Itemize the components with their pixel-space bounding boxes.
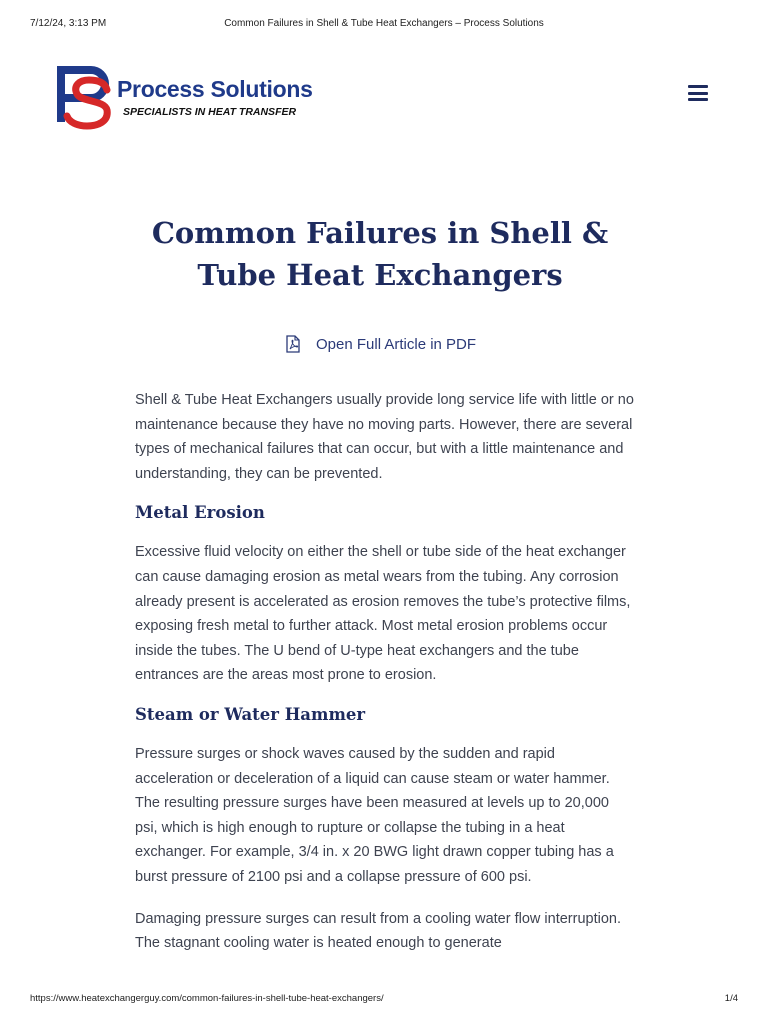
brand-tagline: SPECIALISTS IN HEAT TRANSFER [123, 106, 297, 118]
ps-logo-icon [55, 64, 121, 130]
pdf-file-icon [286, 335, 300, 353]
print-page-title: Common Failures in Shell & Tube Heat Exchangers – Process Solutions [224, 18, 544, 29]
water-hammer-paragraph-1: Pressure surges or shock waves caused by the sudden and rapid acceleration or deceleration of a liquid can cause steam or water hammer. The resulting pressure surges have been measured at levels up to 20,000 psi, which is high enough to rupture or collapse the tubing in a heat exchanger. For example, 3/4 in. x 20 BWG light drawn copper tubing has a burst pressure of 2100 psi and a collapse pressure of 600 psi. [135, 745, 614, 885]
site-logo[interactable] [55, 64, 325, 130]
intro-paragraph: Shell & Tube Heat Exchangers usually provide long service life with little or no maintenance because they have no moving parts. However, there are several types of mechanical failures that can occur, but with a little maintenance and understanding, they can be prevented. [135, 392, 634, 482]
print-header [0, 18, 768, 34]
open-pdf-label: Open Full Article in PDF [316, 335, 477, 353]
page-title: Common Failures in Shell & Tube Heat Exchangers [151, 216, 609, 292]
metal-erosion-paragraph: Excessive fluid velocity on either the shell or tube side of the heat exchanger can cause damaging erosion as metal wears from the tubing. Any corrosion already present is accelerated as erosion removes the tube’s protective films, exposing fresh metal to further attack. Most metal erosion problems occur inside the tubes. The U bend of U-type heat exchangers and the tube entrances are the areas most prone to erosion. [135, 544, 631, 684]
hamburger-menu-icon[interactable] [688, 85, 708, 101]
brand-name: Process Solutions [117, 76, 313, 102]
print-url: https://www.heatexchangerguy.com/common-failures-in-shell-tube-heat-exchangers/ [30, 993, 384, 1004]
print-page-number: 1/4 [724, 993, 738, 1004]
print-footer [0, 993, 768, 1007]
section-heading-steam-water-hammer: Steam or Water Hammer [135, 704, 366, 724]
section-heading-metal-erosion: Metal Erosion [135, 503, 265, 523]
article-body [135, 388, 635, 973]
water-hammer-paragraph-2: Damaging pressure surges can result from a cooling water flow interruption. The stagnant cooling water is heated enough to generate [135, 910, 621, 952]
open-pdf-link[interactable] [286, 334, 476, 354]
print-datetime: 7/12/24, 3:13 PM [30, 18, 107, 29]
